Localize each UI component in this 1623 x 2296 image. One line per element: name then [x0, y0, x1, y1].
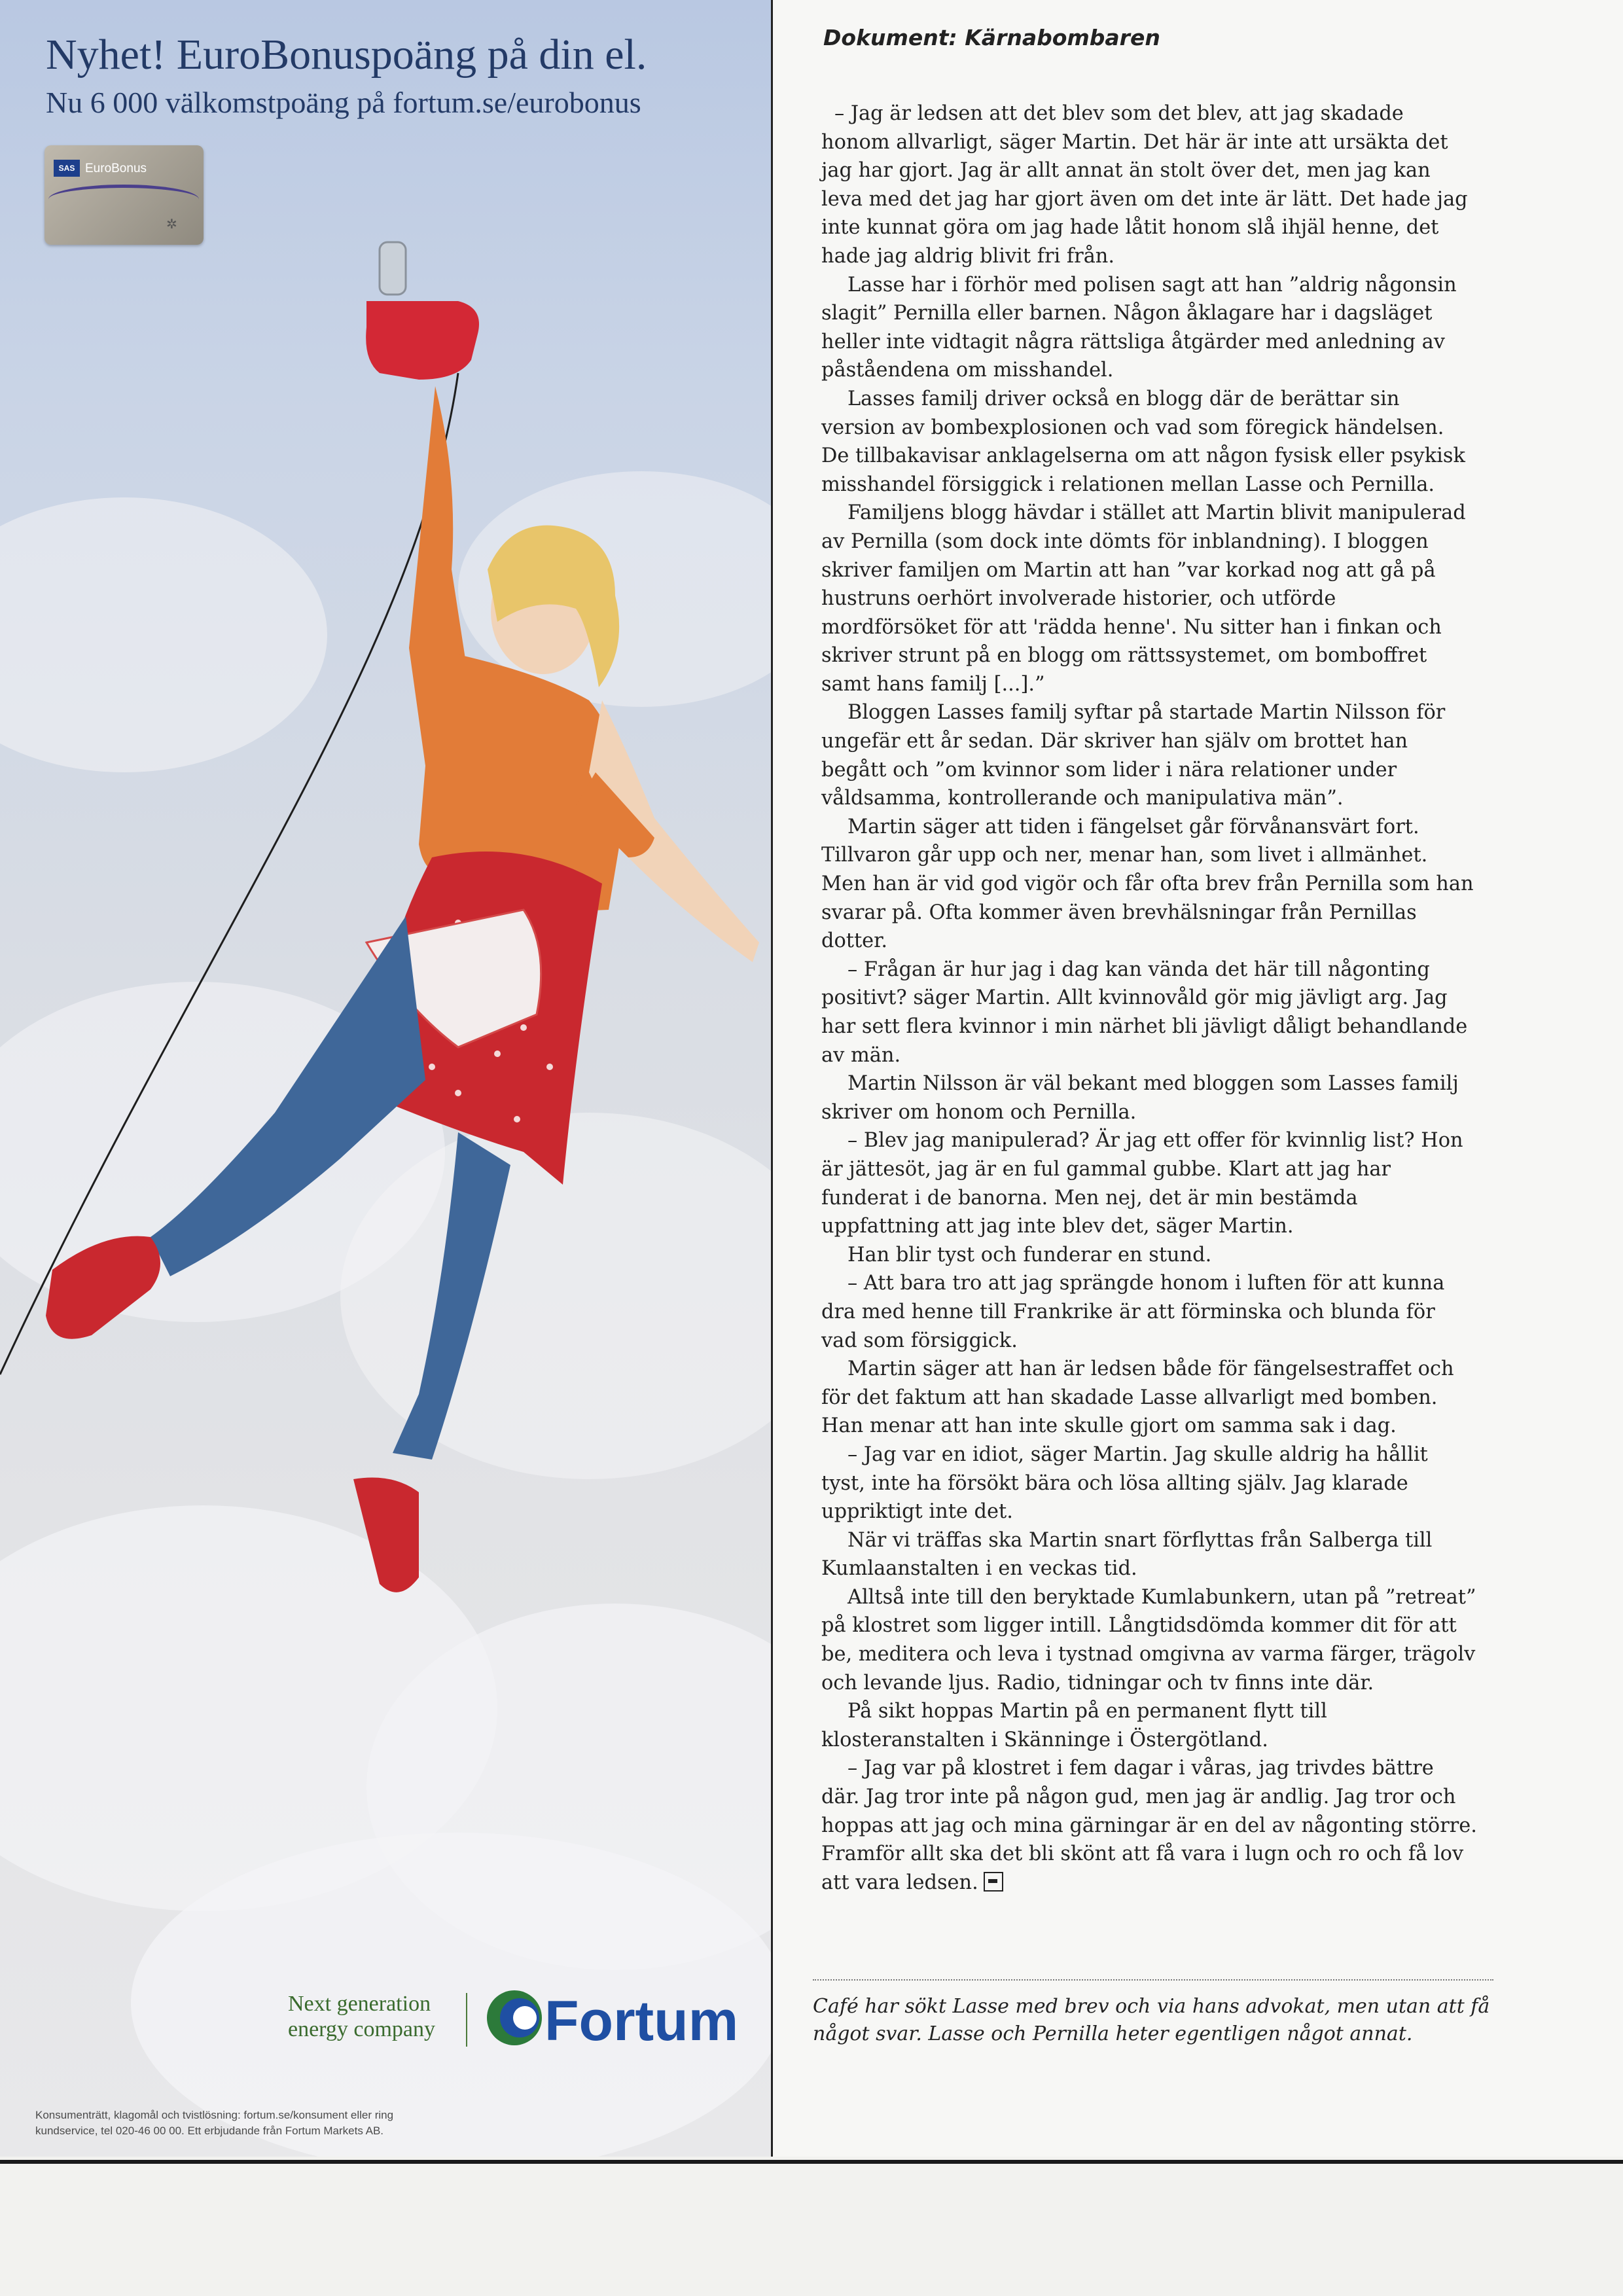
star-icon: ✲ — [166, 216, 177, 232]
fortum-advertisement — [0, 0, 771, 2157]
card-swoosh-graphic — [48, 185, 199, 214]
ad-subline: Nu 6 000 välkomstpoäng på fortum.se/eurobonus — [46, 86, 641, 119]
article-paragraph: Han blir tyst och funderar en stund. — [847, 1243, 1212, 1266]
section-title: Dokument: Kärnabombaren — [823, 25, 1160, 50]
fine-print-line-2: kundservice, tel 020-46 00 00. Ett erbjudande från Fortum Markets AB. — [35, 2124, 384, 2137]
article-end-icon — [984, 1872, 1003, 1892]
article-body — [821, 99, 1477, 1965]
article-paragraph: Martin säger att tiden i fängelset går förvånansvärt fort. Tillvaron går upp och ner, menar han, som livet i allmänhet. Men han är vid god vigör och får ofta brev från Pernilla som han svarar på. Ofta kommer även brevhälsningar från Pernillas dotter. — [821, 815, 1474, 953]
article-paragraph: På sikt hoppas Martin på en permanent flytt till klosteranstalten i Skänninge i Östergötland. — [821, 1700, 1327, 1751]
article-paragraph: Martin säger att han är ledsen både för fängelsestraffet och för det faktum att han skadade Lasse allvarligt med bomben. Han menar att han inte skulle gjort om samma sak i dag. — [821, 1357, 1454, 1438]
page-bottom-margin — [0, 2157, 1623, 2296]
article-paragraph: Lasses familj driver också en blogg där de berättar sin version av bombexplosionen och vad som föregick händelsen. De tillbakavisar anklagelserna om att någon fysisk eller psykisk misshandel försiggick i relationen mellan Lasse och Pernilla. — [821, 387, 1465, 496]
ad-headline: Nyhet! EuroBonuspoäng på din el. — [46, 31, 647, 79]
article-paragraph: Bloggen Lasses familj syftar på startade Martin Nilsson för ungefär ett år sedan. Där skriver han själv om brottet han begått och ”om kvinnor som lider i nära relationer under våldsamma, kontrollerande och manipulativa män”. — [821, 701, 1446, 810]
column-divider — [771, 0, 773, 2157]
article-paragraph: Familjens blogg hävdar i stället att Martin blivit manipulerad av Pernilla (som dock inte dömts för inblandning). I bloggen skriver familjen om Martin att han ”var korkad nog att gå på hustruns oerhört involverade historier, och utförde mordförsöket för att 'rädda henne'. Nu sitter han i finkan och skriver strunt på en blogg om rättssystemet, om bomboffret samt hans familj [...].” — [821, 501, 1466, 696]
fine-print-line-1: Konsumenträtt, klagomål och tvistlösning: fortum.se/konsument eller ring — [35, 2109, 394, 2121]
article-paragraph: – Jag var på klostret i fem dagar i våras, jag trivdes bättre där. Jag tror inte på någon gud, men jag är andlig. Jag tror och hoppas att jag och mina gärningar är en del av någonting större. Framför allt ska det bli skönt att få vara i lugn och ro och få lov att vara ledsen. — [821, 1757, 1477, 1894]
article-paragraph: – Jag var en idiot, säger Martin. Jag skulle aldrig ha hållit tyst, inte ha försökt bära och lösa allting själv. Jag klarade uppriktigt inte det. — [821, 1443, 1428, 1524]
article-paragraph: När vi träffas ska Martin snart förflyttas från Salberga till Kumlaanstalten i en veckas tid. — [821, 1528, 1433, 1581]
fortum-tagline — [288, 1991, 445, 2042]
scan-edge-line — [0, 2160, 1623, 2164]
article-paragraph: – Frågan är hur jag i dag kan vända det här till någonting positivt? säger Martin. Allt kvinnovåld gör mig jävligt arg. Jag har sett flera kvinnor i min närhet bli jävligt dåligt behandlande av män. — [821, 958, 1468, 1067]
tagline-separator — [466, 1993, 467, 2047]
article-paragraph: Lasse har i förhör med polisen sagt att han ”aldrig någonsin slagit” Pernilla eller barnen. Någon åklagare har i dagsläget heller inte vidtagit några rättsliga åtgärder med anledning av påståendena om misshandel. — [821, 273, 1457, 382]
article-paragraph: – Jag är ledsen att det blev som det blev, att jag skadade honom allvarligt, säger Martin. Det här är inte att ursäkta det jag har gjort. Jag är allt annat än stolt över det, men jag kan leva med det jag har gjort även om det inte är lätt. Det hade jag inte kunnat göra om jag hade låtit honom slå ihjäl henne, det hade jag aldrig blivit fri från. — [821, 102, 1468, 268]
article-paragraph: Martin Nilsson är väl bekant med bloggen som Lasses familj skriver om honom och Pernilla. — [821, 1072, 1459, 1124]
tagline-line-1: Next generation — [288, 1992, 431, 2016]
sas-logo: SAS — [54, 160, 80, 177]
fortum-logo-text: Fortum — [544, 1990, 739, 2052]
woman-flying-with-mixer-illustration — [0, 229, 771, 1669]
tagline-line-2: energy company — [288, 2017, 436, 2042]
footnote-rule — [813, 1979, 1493, 1981]
fortum-logo — [484, 1986, 759, 2052]
card-program-label: EuroBonus — [85, 162, 147, 175]
ad-fine-print — [35, 2108, 533, 2139]
article-paragraph: – Blev jag manipulerad? Är jag ett offer för kvinnlig list? Hon är jättesöt, jag är en ful gammal gubbe. Klart att jag har funderat i de banorna. Men nej, det är min bestämda uppfattning att jag inte blev det, säger Martin. — [821, 1129, 1463, 1238]
article-footnote: Café har sökt Lasse med brev och via hans advokat, men utan att få något svar. Lasse och Pernilla heter egentligen något annat. — [813, 1995, 1490, 2045]
article-paragraph: Alltså inte till den beryktade Kumlabunkern, utan på ”retreat” på klostret som ligger intill. Långtidsdömda kommer dit för att be, meditera och leva i tystnad omgivna av varma färger, trägolv och levande ljus. Radio, tidningar och tv finns inte där. — [821, 1585, 1476, 1695]
article-paragraph: – Att bara tro att jag sprängde honom i luften för att kunna dra med henne till Frankrike är att förminska och blunda för vad som försiggick. — [821, 1272, 1445, 1352]
